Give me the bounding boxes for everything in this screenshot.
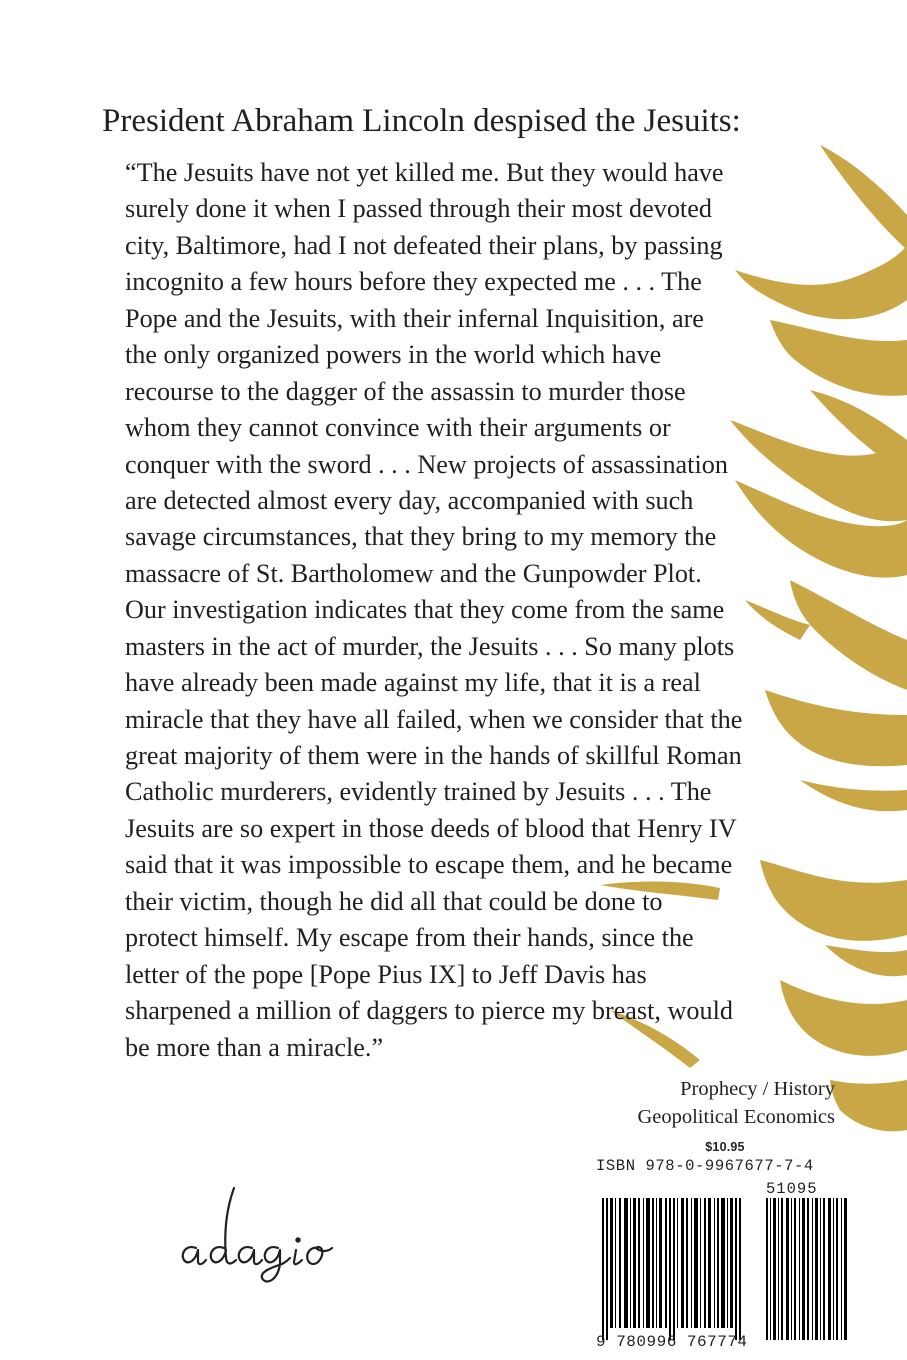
category-label: Geopolitical Economics (637, 1106, 835, 1128)
quote-line: incognito a few hours before they expected me . . . The (125, 267, 702, 297)
quote-line: massacre of St. Bartholomew and the Gunpowder Plot. (125, 558, 702, 588)
sun-ray (825, 945, 907, 976)
book-categories (637, 1075, 835, 1131)
isbn-number: ISBN 978-0-9967677-7-4 (596, 1157, 814, 1175)
quote-line: have already been made against my life, that it is a real (125, 668, 701, 698)
quote-line: letter of the pope [Pope Pius IX] to Jeff Davis has (125, 959, 647, 989)
quote-line: the only organized powers in the world which have (125, 340, 662, 370)
sun-ray (830, 1080, 907, 1131)
quote-line: Pope and the Jesuits, with their infernal Inquisition, are (125, 303, 704, 333)
quote-line: Our investigation indicates that they come from the same (125, 595, 725, 625)
quote-line: great majority of them were in the hands of skillful Roman (125, 741, 742, 770)
ean-digits: 9 780996 767774 (596, 1333, 748, 1351)
quote-line: city, Baltimore, had I not defeated their plans, by passing (125, 230, 723, 260)
price-label: $10.95 (705, 1140, 745, 1154)
quote-line: recourse to the dagger of the assassin to murder those (125, 376, 686, 406)
addon-code: 51095 (766, 1180, 818, 1198)
quote-line: Catholic murderers, evidently trained by Jesuits . . . The (125, 777, 712, 807)
quote-line: “The Jesuits have not yet killed me. But they would have (125, 158, 724, 187)
quote-line: sharpened a million of daggers to pierce my breast, would (125, 996, 733, 1026)
adagio-publisher-logo (178, 1180, 348, 1290)
quote-line: are detected almost every day, accompanied with such (125, 485, 694, 515)
quote-line: said that it was impossible to escape them, and he became (125, 850, 733, 880)
barcode-bars (596, 1198, 854, 1348)
quote-line: savage circumstances, that they bring to my memory the (125, 522, 717, 552)
quote-line: whom they cannot convince with their arguments or (125, 413, 671, 443)
quote-line: protect himself. My escape from their hands, since the (125, 923, 694, 953)
quote-line: their victim, though he did all that could be done to (125, 886, 663, 916)
quote-line: surely done it when I passed through their most devoted (125, 194, 712, 224)
quote-line: Jesuits are so expert in those deeds of blood that Henry IV (125, 813, 737, 843)
lincoln-quote (125, 155, 825, 1066)
sun-ray (820, 145, 907, 250)
category-label: Prophecy / History (680, 1078, 835, 1100)
heading: President Abraham Lincoln despised the Jesuits: (102, 103, 741, 139)
quote-line: conquer with the sword . . . New projects of assassination (125, 449, 728, 479)
quote-line: miracle that they have all failed, when we consider that the (125, 704, 743, 734)
isbn-barcode (596, 1140, 854, 1350)
quote-line: be more than a miracle.” (125, 1032, 384, 1062)
quote-line: masters in the act of murder, the Jesuits . . . So many plots (125, 631, 735, 661)
